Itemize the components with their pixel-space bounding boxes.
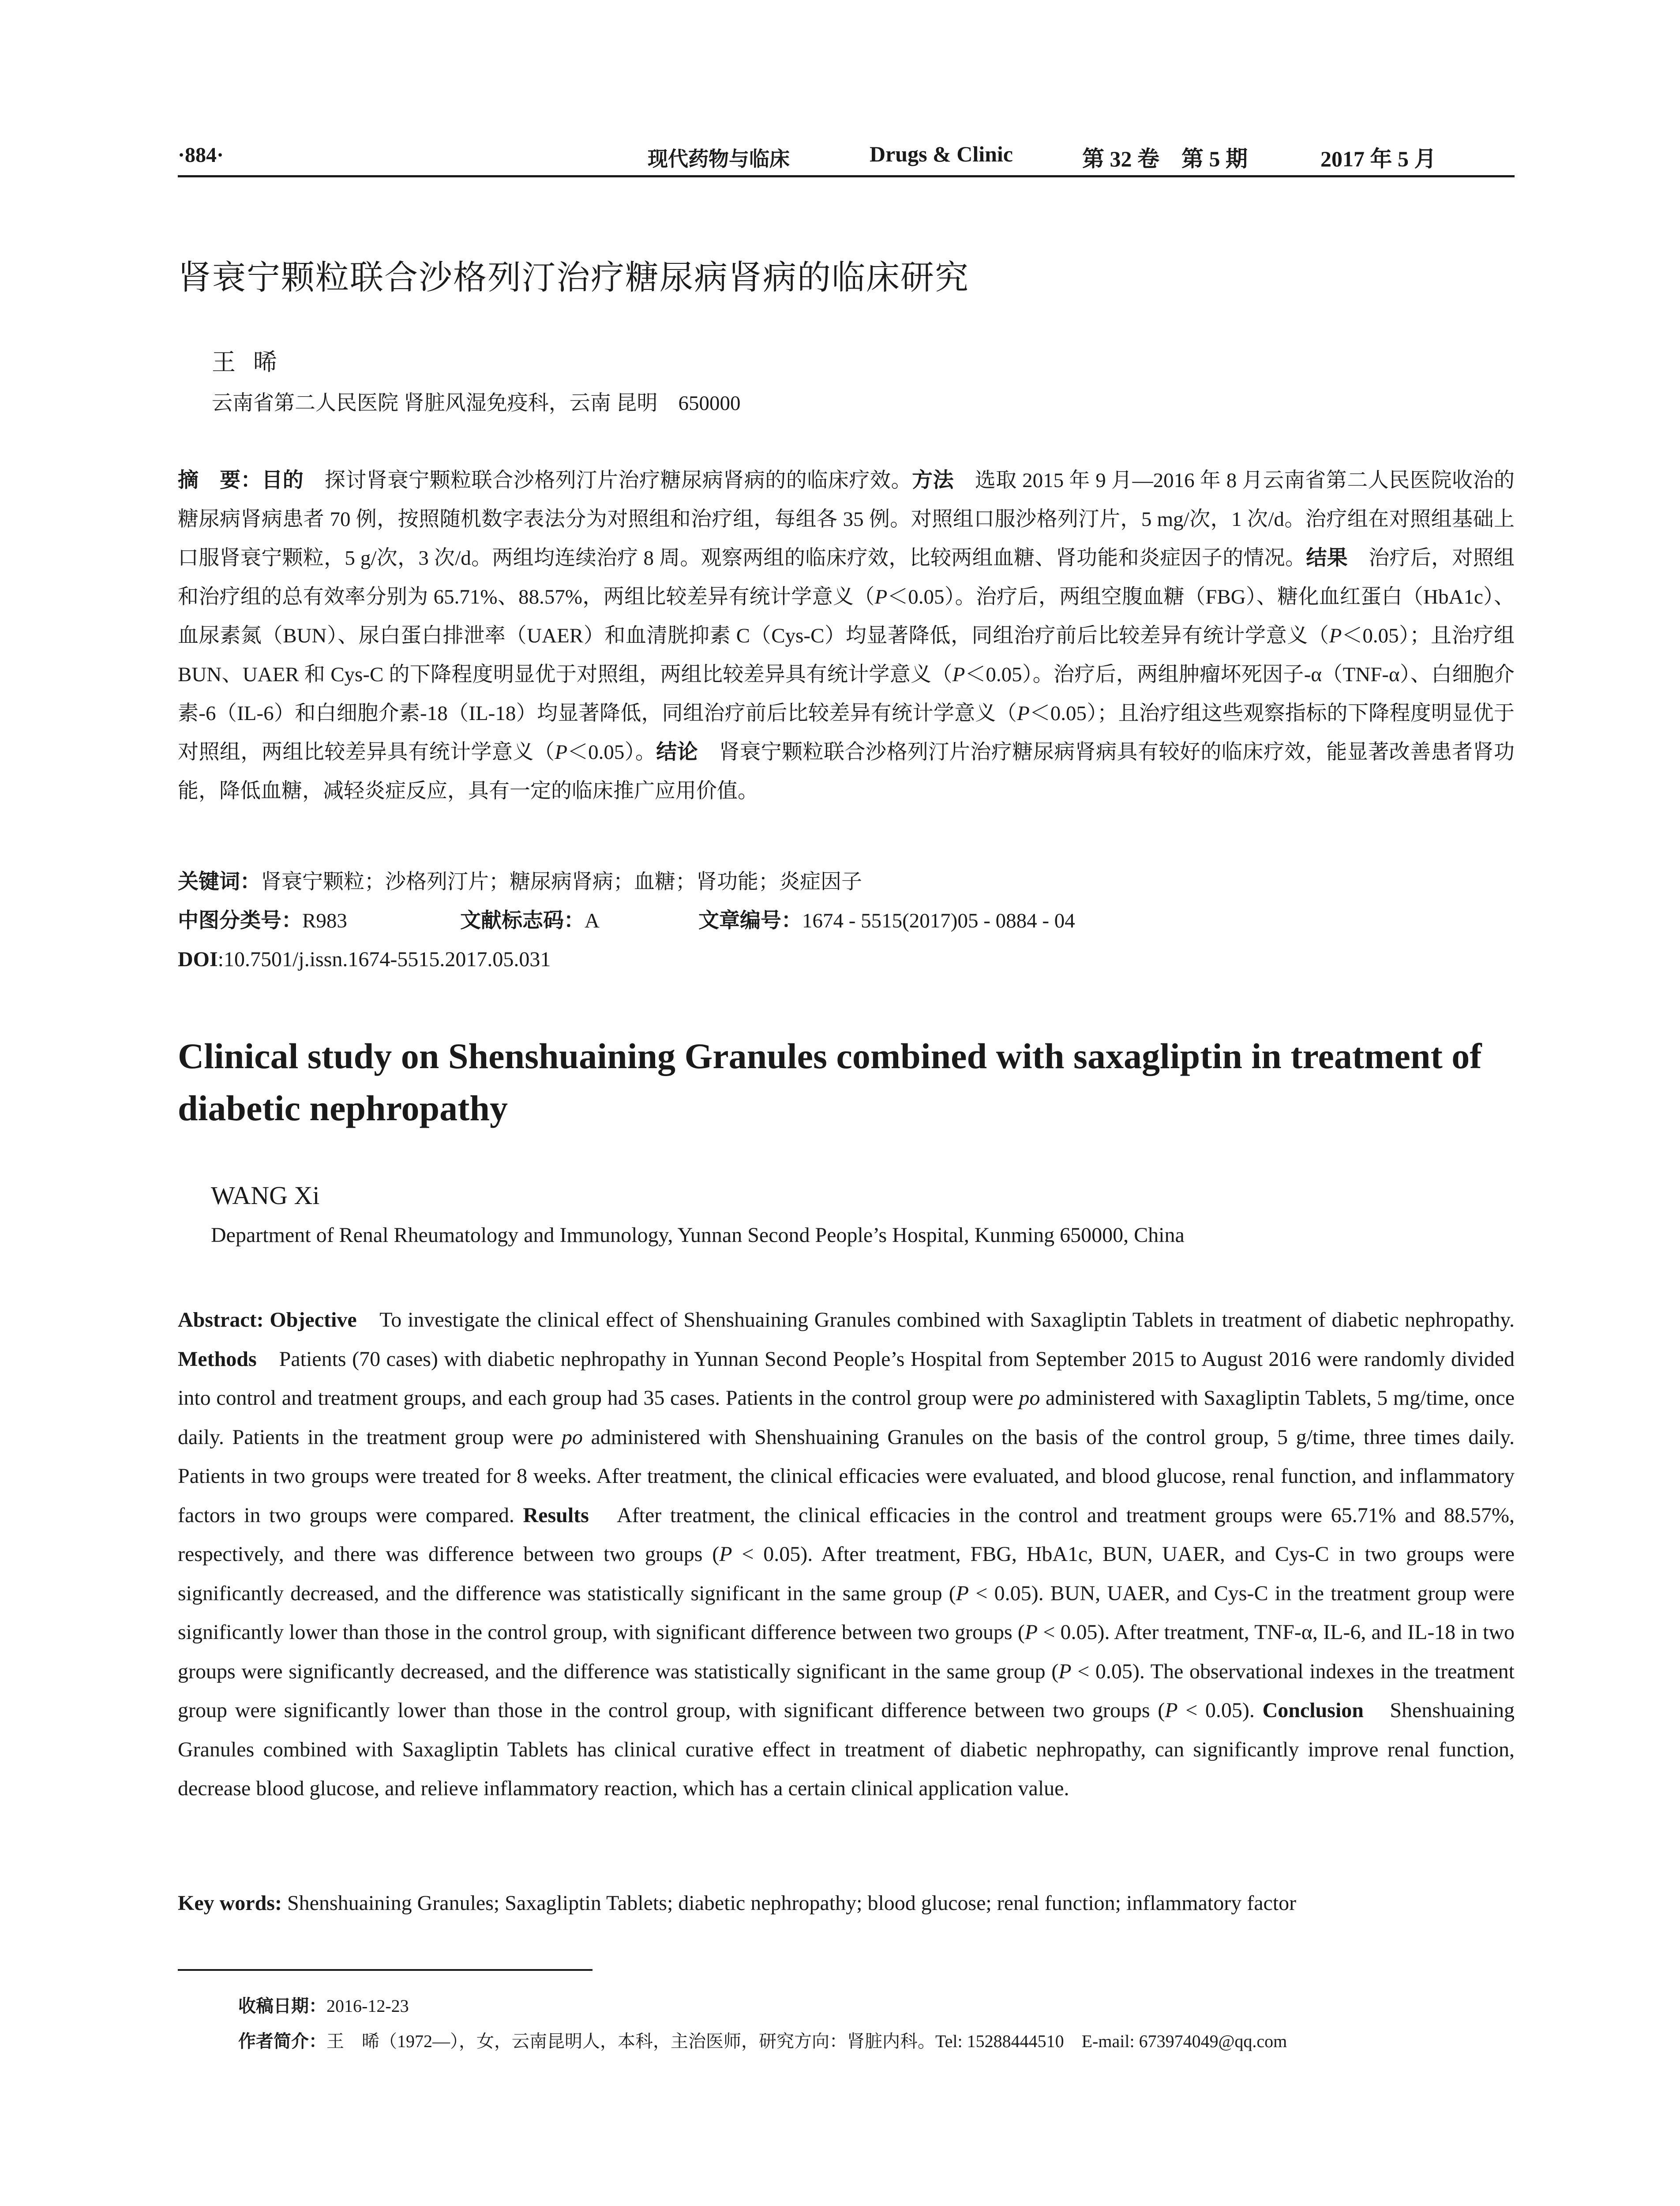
po-abbrev: po <box>561 1425 583 1449</box>
english-abstract <box>178 1301 1515 1808</box>
p-symbol: P <box>952 663 965 686</box>
p-symbol: P <box>1165 1699 1178 1722</box>
author-bio <box>238 2027 1287 2056</box>
abstract-label: 摘 要： <box>178 468 262 492</box>
objective-label: 目的 <box>262 468 304 492</box>
english-author: WANG Xi <box>211 1181 320 1210</box>
keywords-text: Shenshuaining Granules; Saxagliptin Tablets; diabetic nephropathy; blood glucose; renal function; inflammatory factor <box>281 1891 1297 1915</box>
chinese-title: 肾衰宁颗粒联合沙格列汀治疗糖尿病肾病的临床研究 <box>178 258 969 297</box>
article-number-value: 1674 - 5515(2017)05 - 0884 - 04 <box>802 909 1075 932</box>
p-symbol: P <box>1058 1659 1072 1683</box>
bio-label: 作者简介： <box>238 2031 326 2052</box>
received-value: 2016-12-23 <box>326 1996 409 2016</box>
page-number: ·884· <box>178 143 224 167</box>
results-text: < 0.05). After treatment, TNF-α, IL-6, and IL-18 in two groups were significantly decreased, and the difference was statistically significant in the same group ( <box>178 1621 1515 1683</box>
results-text: < 0.05). <box>1178 1699 1263 1722</box>
doi-label: DOI <box>178 948 218 971</box>
clc-value: R983 <box>302 909 347 932</box>
objective-text: 探讨肾衰宁颗粒联合沙格列汀片治疗糖尿病肾病的的临床疗效。 <box>304 469 912 492</box>
footnote-rule <box>178 1969 592 1971</box>
results-text: ＜0.05）；且治疗组这些观察指标的下降程度明显优于对照组，两组比较差异具有统计学意义（ <box>178 702 1515 764</box>
volume-issue: 第 32 卷 第 5 期 <box>1082 146 1248 171</box>
keywords-text: 肾衰宁颗粒；沙格列汀片；糖尿病肾病；血糖；肾功能；炎症因子 <box>261 870 862 893</box>
chinese-affiliation: 云南省第二人民医院 肾脏风湿免疫科，云南 昆明 650000 <box>212 392 741 415</box>
running-header <box>178 137 1515 172</box>
results-text: < 0.05). The observational indexes in the treatment group were significantly lower than those in the control group, with significant difference between two groups ( <box>178 1659 1515 1722</box>
received-date <box>238 1992 409 2020</box>
results-text: 治疗后，对照组和治疗组的总有效率分别为 65.71%、88.57%，两组比较差异有统计学意义（ <box>178 547 1515 608</box>
keywords-label: Key words: <box>178 1891 282 1915</box>
conclusion-label: Conclusion <box>1262 1699 1364 1722</box>
p-symbol: P <box>1329 624 1342 647</box>
doc-code-label: 文献标志码： <box>460 908 585 933</box>
doc-code-value: A <box>585 909 600 932</box>
p-symbol: P <box>555 741 568 764</box>
conclusion-text: 肾衰宁颗粒联合沙格列汀片治疗糖尿病肾病具有较好的临床疗效，能显著改善患者肾功能，降低血糖，减轻炎症反应，具有一定的临床推广应用价值。 <box>178 741 1515 803</box>
keywords-label: 关键词： <box>178 870 261 894</box>
results-text: < 0.05). After treatment, FBG, HbA1c, BUN, UAER, and Cys-C in two groups were significantly decreased, and the difference was statistically significant in the same group ( <box>178 1542 1515 1605</box>
objective-text: To investigate the clinical effect of Shenshuaining Granules combined with Saxagliptin Tablets in treatment of diabetic nephropathy. <box>356 1308 1515 1332</box>
results-text: ＜0.05）。治疗后，两组肿瘤坏死因子-α（TNF-α）、白细胞介素-6（IL-6）和白细胞介素-18（IL-18）均显著降低，同组治疗前后比较差异有统计学意义（ <box>178 663 1515 725</box>
results-text: After treatment, the clinical efficacies in the control and treatment groups were 65.71% and 88.57%, respectively, and there was difference between two groups ( <box>178 1503 1515 1566</box>
issue-date: 2017 年 5 月 <box>1320 146 1436 171</box>
results-text: ＜0.05）。治疗后，两组空腹血糖（FBG）、糖化血红蛋白（HbA1c）、血尿素氮（BUN）、尿白蛋白排泄率（UAER）和血清胱抑素 C（Cys-C）均显著降低，同组治疗前后比较差异有统计学意义（ <box>178 585 1515 647</box>
results-label: 结果 <box>1306 546 1348 570</box>
conclusion-text: Shenshuaining Granules combined with Saxagliptin Tablets has clinical curative effect in treatment of diabetic nephropathy, can significantly improve renal function, decrease blood glucose, and relieve inflammatory reaction, which has a certain clinical application value. <box>178 1699 1515 1800</box>
classification-line <box>178 901 1515 940</box>
results-text: ＜0.05）。 <box>567 741 656 764</box>
doi-value: :10.7501/j.issn.1674-5515.2017.05.031 <box>218 948 551 971</box>
results-text: < 0.05). BUN, UAER, and Cys-C in the treatment group were significantly lower than those in the control group, with significant difference between two groups ( <box>178 1581 1515 1644</box>
clc-label: 中图分类号： <box>178 908 302 933</box>
journal-name-en: Drugs & Clinic <box>870 142 1013 166</box>
abstract-objective-label: Abstract: Objective <box>178 1308 357 1332</box>
english-title: Clinical study on Shenshuaining Granules combined with saxagliptin in treatment of diabetic nephropathy <box>178 1036 1482 1128</box>
results-label: Results <box>523 1503 589 1527</box>
chinese-keywords <box>178 863 862 901</box>
methods-text: administered with Shenshuaining Granules on the basis of the control group, 5 g/time, three times daily. Patients in two groups were treated for 8 weeks. After treatment, the clinical efficacies were evaluated, and blood glucose, renal function, and inflammatory factors in two groups were compared. <box>178 1425 1515 1527</box>
po-abbrev: po <box>1019 1386 1040 1410</box>
p-symbol: P <box>1017 702 1030 725</box>
chinese-author: 王晞 <box>212 349 295 375</box>
article-number-label: 文章编号： <box>698 908 802 933</box>
p-symbol: P <box>956 1581 969 1605</box>
methods-text: 选取 2015 年 9 月—2016 年 8 月云南省第二人民医院收治的糖尿病肾病患者 70 例，按照随机数字表法分为对照组和治疗组，每组各 35 例。对照组口服沙格列汀片，5 mg/次，1 次/d。治疗组在对照组基础上口服肾衰宁颗粒，5 g/次，3 次/d。两组均连续治疗 8 周。观察两组的临床疗效，比较两组血糖、肾功能和炎症因子的情况。 <box>178 469 1515 570</box>
conclusion-label: 结论 <box>656 740 698 764</box>
methods-text: Patients (70 cases) with diabetic nephropathy in Yunnan Second People’s Hospital from September 2015 to August 2016 were randomly divided into control and treatment groups, and each group had 35 cases. Patients in the control group were <box>178 1347 1515 1410</box>
p-symbol: P <box>874 585 888 608</box>
methods-label: 方法 <box>912 468 954 492</box>
methods-text: administered with Saxagliptin Tablets, 5 mg/time, once daily. Patients in the treatment group were <box>178 1386 1515 1449</box>
english-keywords <box>178 1884 1515 1923</box>
p-symbol: P <box>1024 1621 1038 1644</box>
doi-line <box>178 940 551 979</box>
p-symbol: P <box>719 1542 732 1566</box>
header-rule <box>178 175 1515 177</box>
chinese-abstract <box>178 461 1515 810</box>
results-text: ＜0.05）；且治疗组 BUN、UAER 和 Cys-C 的下降程度明显优于对照组，两组比较差异具有统计学意义（ <box>178 624 1515 686</box>
bio-text: 王 晞（1972—），女，云南昆明人，本科，主治医师，研究方向：肾脏内科。Tel: 15288444510 E-mail: 673974049@qq.com <box>326 2031 1287 2051</box>
received-label: 收稿日期： <box>238 1996 326 2016</box>
english-affiliation: Department of Renal Rheumatology and Immunology, Yunnan Second People’s Hospital, Kunming 650000, China <box>211 1223 1185 1247</box>
journal-name-cn: 现代药物与临床 <box>648 148 790 170</box>
methods-label: Methods <box>178 1347 257 1371</box>
